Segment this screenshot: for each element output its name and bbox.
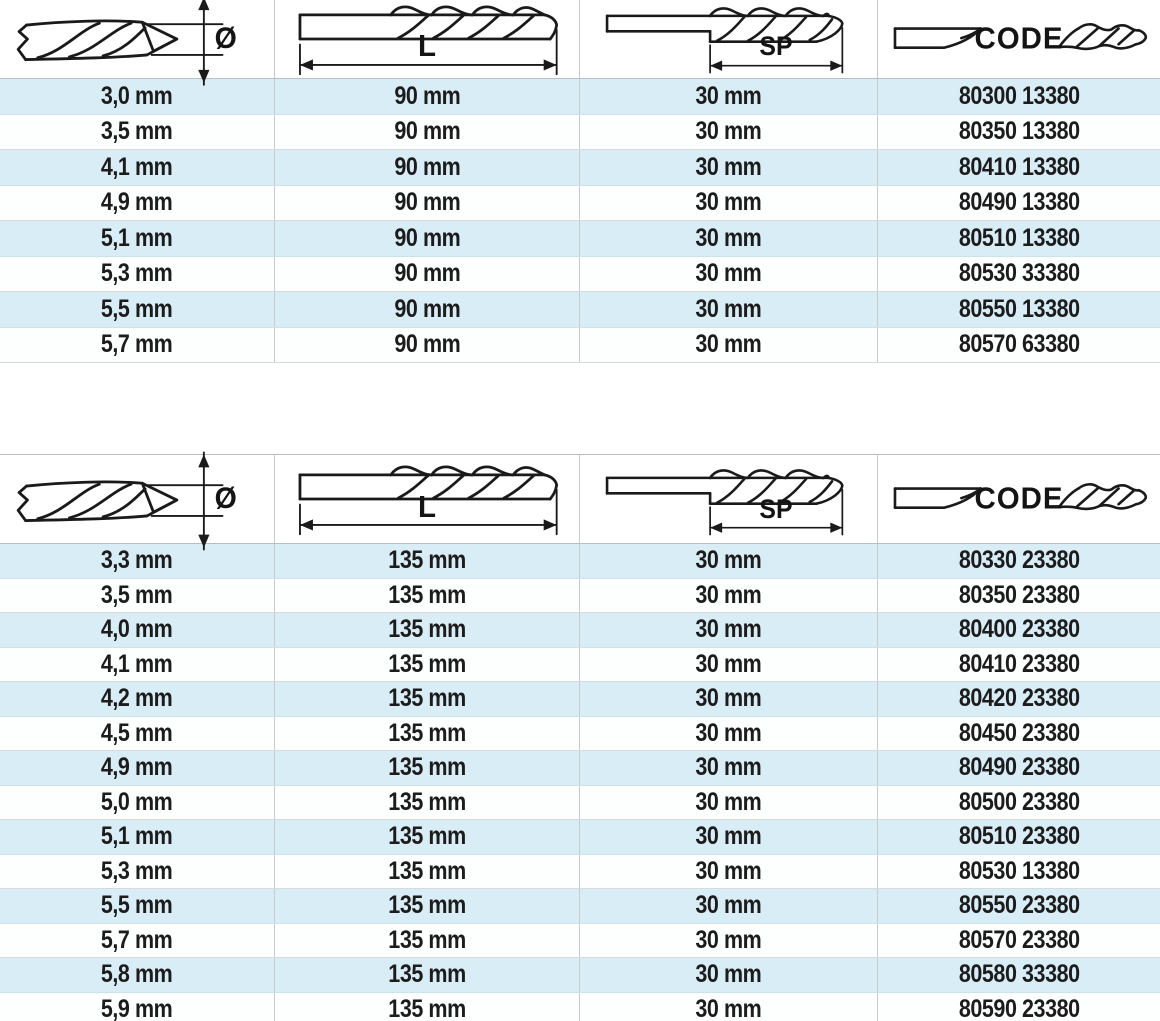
table-cell: 4,9 mm — [0, 186, 275, 221]
header-cell-spiral — [580, 455, 878, 543]
table-cell: 30 mm — [580, 292, 878, 327]
table-cell: 30 mm — [580, 328, 878, 363]
table-row — [0, 751, 1160, 786]
header-cell-length — [275, 0, 580, 78]
table-cell: 4,2 mm — [0, 682, 275, 716]
table-cell: 80580 33380 — [958, 960, 1080, 989]
drill-spiral-length-diagram — [600, 459, 858, 538]
table-row — [0, 613, 1160, 648]
table-cell: 5,1 mm — [0, 820, 275, 854]
table-cell: 90 mm — [275, 115, 580, 150]
table-cell: 135 mm — [275, 613, 580, 647]
table-cell: 30 mm — [580, 751, 878, 785]
table-cell: 80350 13380 — [958, 117, 1080, 146]
column-label-diameter: Ø — [214, 482, 237, 515]
table-cell: 135 mm — [275, 751, 580, 785]
table-row — [0, 186, 1160, 222]
table-cell: 3,3 mm — [0, 544, 275, 578]
table-cell: 135 mm — [275, 544, 580, 578]
header-cell-diameter — [0, 0, 275, 78]
table-cell: 30 mm — [580, 958, 878, 992]
table-row — [0, 150, 1160, 186]
table-cell: 5,5 mm — [0, 889, 275, 923]
table-cell: 30 mm — [580, 717, 878, 751]
table-cell: 4,0 mm — [0, 613, 275, 647]
table-cell: 90 mm — [275, 186, 580, 221]
table-cell: 5,3 mm — [0, 257, 275, 292]
header-cell-length — [275, 455, 580, 543]
table-row — [0, 292, 1160, 328]
table-cell: 30 mm — [580, 150, 878, 185]
table-cell: 30 mm — [580, 221, 878, 256]
table-cell: 80550 13380 — [958, 294, 1080, 323]
table-cell: 4,9 mm — [0, 751, 275, 785]
table-cell: 90 mm — [275, 257, 580, 292]
table-cell: 80490 13380 — [958, 188, 1080, 217]
table-cell: 90 mm — [275, 221, 580, 256]
column-label-spiral: SP — [759, 494, 793, 524]
table-cell: 4,1 mm — [0, 648, 275, 682]
table-cell: 5,1 mm — [0, 221, 275, 256]
table-cell: 30 mm — [580, 993, 878, 1021]
table-cell: 135 mm — [275, 682, 580, 716]
table-cell: 30 mm — [580, 613, 878, 647]
table-body — [0, 544, 1160, 1021]
table-cell: 30 mm — [580, 820, 878, 854]
table-cell: 80400 23380 — [958, 615, 1080, 644]
header-cell-diameter — [0, 455, 275, 543]
table-cell: 30 mm — [580, 79, 878, 114]
table-cell: 80570 23380 — [958, 925, 1080, 954]
table-cell: 30 mm — [580, 544, 878, 578]
column-label-length: L — [418, 28, 436, 63]
table-cell: 80570 63380 — [958, 330, 1080, 359]
table-cell: 3,5 mm — [0, 579, 275, 613]
table-cell: 80550 23380 — [958, 891, 1080, 920]
table-cell: 30 mm — [580, 257, 878, 292]
table-cell: 135 mm — [275, 648, 580, 682]
table-row — [0, 544, 1160, 579]
column-label-diameter: Ø — [214, 22, 237, 55]
table-cell: 5,0 mm — [0, 786, 275, 820]
table-row — [0, 115, 1160, 151]
table-cell: 80410 13380 — [958, 152, 1080, 181]
drill-spiral-length-diagram — [600, 0, 858, 76]
table-cell: 90 mm — [275, 292, 580, 327]
drill-table-135mm — [0, 454, 1160, 1021]
table-row — [0, 682, 1160, 717]
table-cell: 3,5 mm — [0, 115, 275, 150]
table-cell: 135 mm — [275, 717, 580, 751]
table-cell: 80420 23380 — [958, 684, 1080, 713]
table-row — [0, 786, 1160, 821]
table-cell: 80510 23380 — [958, 822, 1080, 851]
table-cell: 4,1 mm — [0, 150, 275, 185]
table-cell: 5,9 mm — [0, 993, 275, 1021]
table-cell: 4,5 mm — [0, 717, 275, 751]
table-cell: 80500 23380 — [958, 787, 1080, 816]
drill-table-90mm — [0, 0, 1160, 363]
table-cell: 80530 33380 — [958, 259, 1080, 288]
table-cell: 30 mm — [580, 855, 878, 889]
table-cell: 30 mm — [580, 115, 878, 150]
table-cell: 5,8 mm — [0, 958, 275, 992]
table-cell: 30 mm — [580, 786, 878, 820]
table-cell: 30 mm — [580, 579, 878, 613]
table-cell: 80330 23380 — [958, 546, 1080, 575]
table-cell: 90 mm — [275, 79, 580, 114]
table-cell: 5,3 mm — [0, 855, 275, 889]
table-row — [0, 889, 1160, 924]
table-cell: 135 mm — [275, 820, 580, 854]
table-cell: 80510 13380 — [958, 223, 1080, 252]
table-cell: 80590 23380 — [958, 994, 1080, 1021]
table-cell: 80410 23380 — [958, 649, 1080, 678]
column-label-spiral: SP — [759, 31, 793, 61]
table-cell: 80530 13380 — [958, 856, 1080, 885]
table-cell: 80450 23380 — [958, 718, 1080, 747]
table-cell: 5,5 mm — [0, 292, 275, 327]
table-cell: 90 mm — [275, 150, 580, 185]
table-row — [0, 717, 1160, 752]
column-label-code: CODE — [974, 20, 1064, 56]
table-cell: 30 mm — [580, 186, 878, 221]
column-label-length: L — [418, 489, 436, 524]
table-row — [0, 579, 1160, 614]
table-cell: 135 mm — [275, 993, 580, 1021]
table-cell: 135 mm — [275, 855, 580, 889]
table-row — [0, 257, 1160, 293]
table-cell: 30 mm — [580, 924, 878, 958]
table-cell: 80490 23380 — [958, 753, 1080, 782]
table-header — [0, 455, 1160, 544]
table-cell: 80300 13380 — [958, 81, 1080, 110]
column-label-code: CODE — [974, 480, 1064, 516]
table-row — [0, 958, 1160, 993]
table-row — [0, 221, 1160, 257]
table-cell: 5,7 mm — [0, 328, 275, 363]
table-cell: 5,7 mm — [0, 924, 275, 958]
table-row — [0, 993, 1160, 1021]
table-cell: 135 mm — [275, 924, 580, 958]
table-row — [0, 648, 1160, 683]
table-cell: 135 mm — [275, 889, 580, 923]
header-cell-code — [878, 455, 1160, 543]
table-cell: 30 mm — [580, 889, 878, 923]
table-cell: 3,0 mm — [0, 79, 275, 114]
table-cell: 30 mm — [580, 682, 878, 716]
table-row — [0, 328, 1160, 364]
header-cell-code — [878, 0, 1160, 78]
table-row — [0, 855, 1160, 890]
table-cell: 90 mm — [275, 328, 580, 363]
header-cell-spiral — [580, 0, 878, 78]
table-body — [0, 79, 1160, 363]
table-cell: 135 mm — [275, 958, 580, 992]
table-cell: 135 mm — [275, 579, 580, 613]
table-cell: 30 mm — [580, 648, 878, 682]
table-cell: 80350 23380 — [958, 580, 1080, 609]
table-row — [0, 924, 1160, 959]
table-header — [0, 0, 1160, 79]
table-cell: 135 mm — [275, 786, 580, 820]
table-row — [0, 820, 1160, 855]
